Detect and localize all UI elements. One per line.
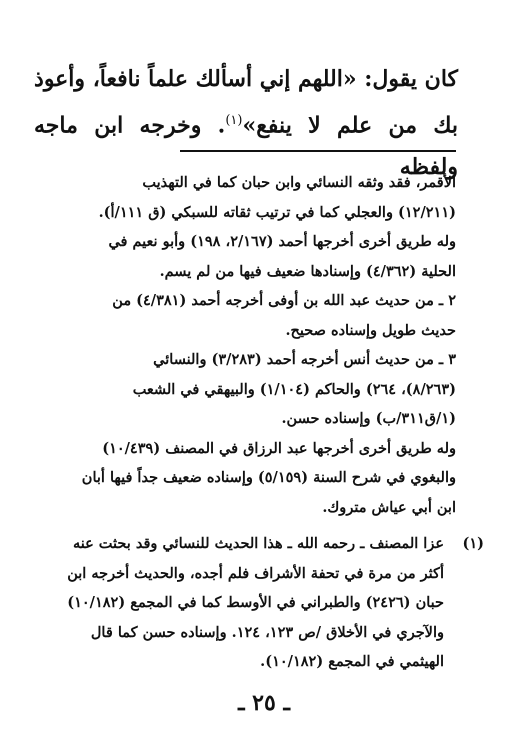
footnote-reference: (١): [225, 113, 243, 128]
footnote-line: وله طريق أخرى أخرجها عبد الرزاق في المصنف (١٠/٤٣٩): [102, 439, 456, 457]
footnote-line: الحلية (٤/٣٦٢) وإسنادها ضعيف فيها من لم يسم.: [159, 262, 456, 280]
footnote-line: الأقمر، فقد وثقه النسائي وابن حبان كما في التهذيب: [142, 174, 456, 191]
footnote-1-body: [26, 529, 444, 677]
footnote-1-line: حبان (٢٤٢٦) والطبراني في الأوسط كما في المجمع (١٠/١٨٢): [67, 594, 444, 611]
main-text-line-1: كان يقول: «اللهم إني أسألك علماً نافعاً، وأعوذ: [34, 66, 458, 92]
footnote-1-line: والآجري في الأخلاق /ص ١٢٣، ١٢٤. وإسناده حسن كما قال: [90, 623, 444, 641]
footnote-1-line: أكثر من مرة في تحفة الأشراف فلم أجده، والحديث أخرجه ابن: [67, 564, 444, 582]
footnote-line: (١٢/٢١١) والعجلي كما في ترتيب ثقاته للسبكي (ق ١١١/أ).: [98, 203, 456, 221]
footnote-separator: [180, 150, 456, 152]
footnote-line: (٨/٢٦٣)، ٢٦٤) والحاكم (١/١٠٤) والبيهقي في الشعب: [132, 380, 456, 398]
footnote-line: حديث طويل وإسناده صحيح.: [285, 321, 456, 339]
footnote-1-line: عزا المصنف ـ رحمه الله ـ هذا الحديث للنسائي وقد بحثت عنه: [72, 535, 444, 552]
footnote-line: ٢ ـ من حديث عبد الله بن أوفى أخرجه أحمد (٤/٣٨١) من: [112, 292, 456, 309]
footnote-1-marker: (١): [462, 535, 484, 552]
footnotes-continued: [42, 168, 456, 522]
footnote-line: (١/ق٣١١/ب) وإسناده حسن.: [281, 410, 456, 427]
footnote-1: [26, 529, 484, 677]
main-text-line-2-part-a: بك من علم لا ينفع»: [242, 112, 458, 139]
footnote-line: والبغوي في شرح السنة (٥/١٥٩) وإسناده ضعيف جداً فيها أبان: [81, 469, 456, 486]
footnote-line: وله طريق أخرى أخرجها أحمد (٢/١٦٧، ١٩٨) وأبو نعيم في: [108, 233, 456, 250]
main-text-line-2-part-b: . وخرجه ابن ماجه ولفظه: [34, 112, 458, 181]
footnote-1-line: الهيثمي في المجمع (١٠/١٨٢).: [260, 653, 444, 670]
footnote-line: ابن أبي عياش متروك.: [322, 498, 456, 516]
page-number: ـ ٢٥ ـ: [238, 690, 290, 716]
footnote-line: ٣ ـ من حديث أنس أخرجه أحمد (٣/٢٨٣) والنسائي: [153, 351, 456, 368]
